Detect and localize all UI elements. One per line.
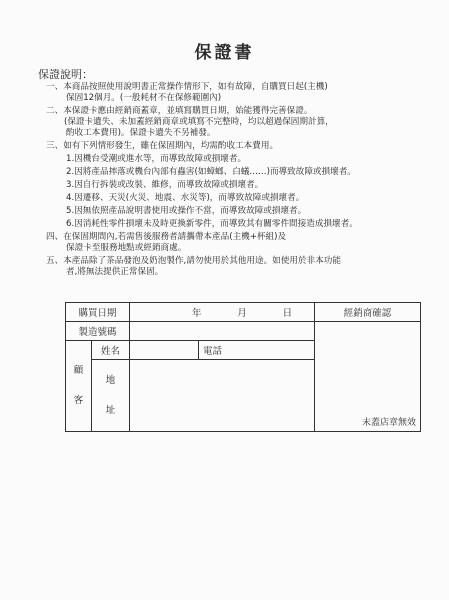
address-label: 地 址 <box>92 360 130 432</box>
name-label: 姓名 <box>92 341 130 360</box>
clause-3-item-4: 4.因遷移、天災(火災、地震、水災等)，而導致故障或損壞者。 <box>66 193 305 203</box>
month-label: 月 <box>237 308 247 319</box>
clause-5-cont: 者,將無法提供正常保固。 <box>66 267 164 277</box>
dealer-confirm-label: 經銷商確認 <box>315 303 421 322</box>
day-label: 日 <box>282 308 293 319</box>
purchase-date-label: 購買日期 <box>66 303 130 322</box>
year-label: 年 <box>191 308 202 319</box>
warranty-card-form <box>65 302 421 432</box>
phone-field[interactable] <box>199 341 315 360</box>
clause-2-cont-2: 酌收工本費用)。保證卡遺失不另補發。 <box>66 128 216 138</box>
serial-number-field[interactable] <box>130 322 315 341</box>
no-stamp-invalid-note: 未蓋店章無效 <box>362 418 417 428</box>
section-heading: 保證說明： <box>38 68 93 81</box>
clause-3-item-5: 5.因無依照產品說明書使用或操作不當，而導致故障或損壞者。 <box>66 206 307 216</box>
serial-number-label: 製造號碼 <box>66 322 130 341</box>
clause-3-item-1: 1.因機台受潮或進水等，而導致故障或損壞者。 <box>66 154 247 164</box>
clause-3-item-3: 3.因自行拆裝或改裝、維修，而導致故障或損壞者。 <box>66 180 264 190</box>
address-field[interactable] <box>130 360 315 432</box>
clause-1-cont: 保固12個月。(一般耗材不在保修範圍內) <box>66 93 222 103</box>
clause-4-cont: 保證卡至服務地點或經銷商處。 <box>66 243 187 253</box>
clause-3-item-2: 2.因將產品摔落或機台內部有蟲害(如蟑螂、白蟻……)而導致故障或損壞者。 <box>66 167 356 177</box>
clause-1: 一、本商品按照使用說明書正常操作情形下，如有故障，自購買日起(主機) <box>46 82 328 92</box>
clause-5: 五、本產品除了茶品發泡及奶泡製作,請勿使用於其他用途。如使用於非本功能 <box>46 256 341 266</box>
purchase-date-field[interactable] <box>130 303 315 322</box>
dealer-stamp-box[interactable] <box>315 322 421 432</box>
phone-label: 電話 <box>203 346 223 357</box>
customer-label: 顧 客 <box>66 341 92 432</box>
clause-2: 二、本保證卡應由經銷商蓋章，並填寫購買日期，始能獲得完善保證。 <box>46 106 313 116</box>
name-field[interactable] <box>130 341 199 360</box>
clause-2-cont-1: (保證卡遺失、未加蓋經銷商章或填寫不完整時，均以超過保固期計算， <box>64 117 334 127</box>
clause-3: 三、如有下列情形發生，雖在保固期內，均需酌收工本費用。 <box>46 141 279 151</box>
clause-4: 四、在保固期間內,若需售後服務者請攜帶本產品(主機+杯組)及 <box>46 232 287 242</box>
clause-3-item-6: 6.因消耗性零件損壞未及時更換新零件，而導致其有關零件間接造成損壞者。 <box>66 219 358 229</box>
document-title: 保證書 <box>194 43 255 63</box>
